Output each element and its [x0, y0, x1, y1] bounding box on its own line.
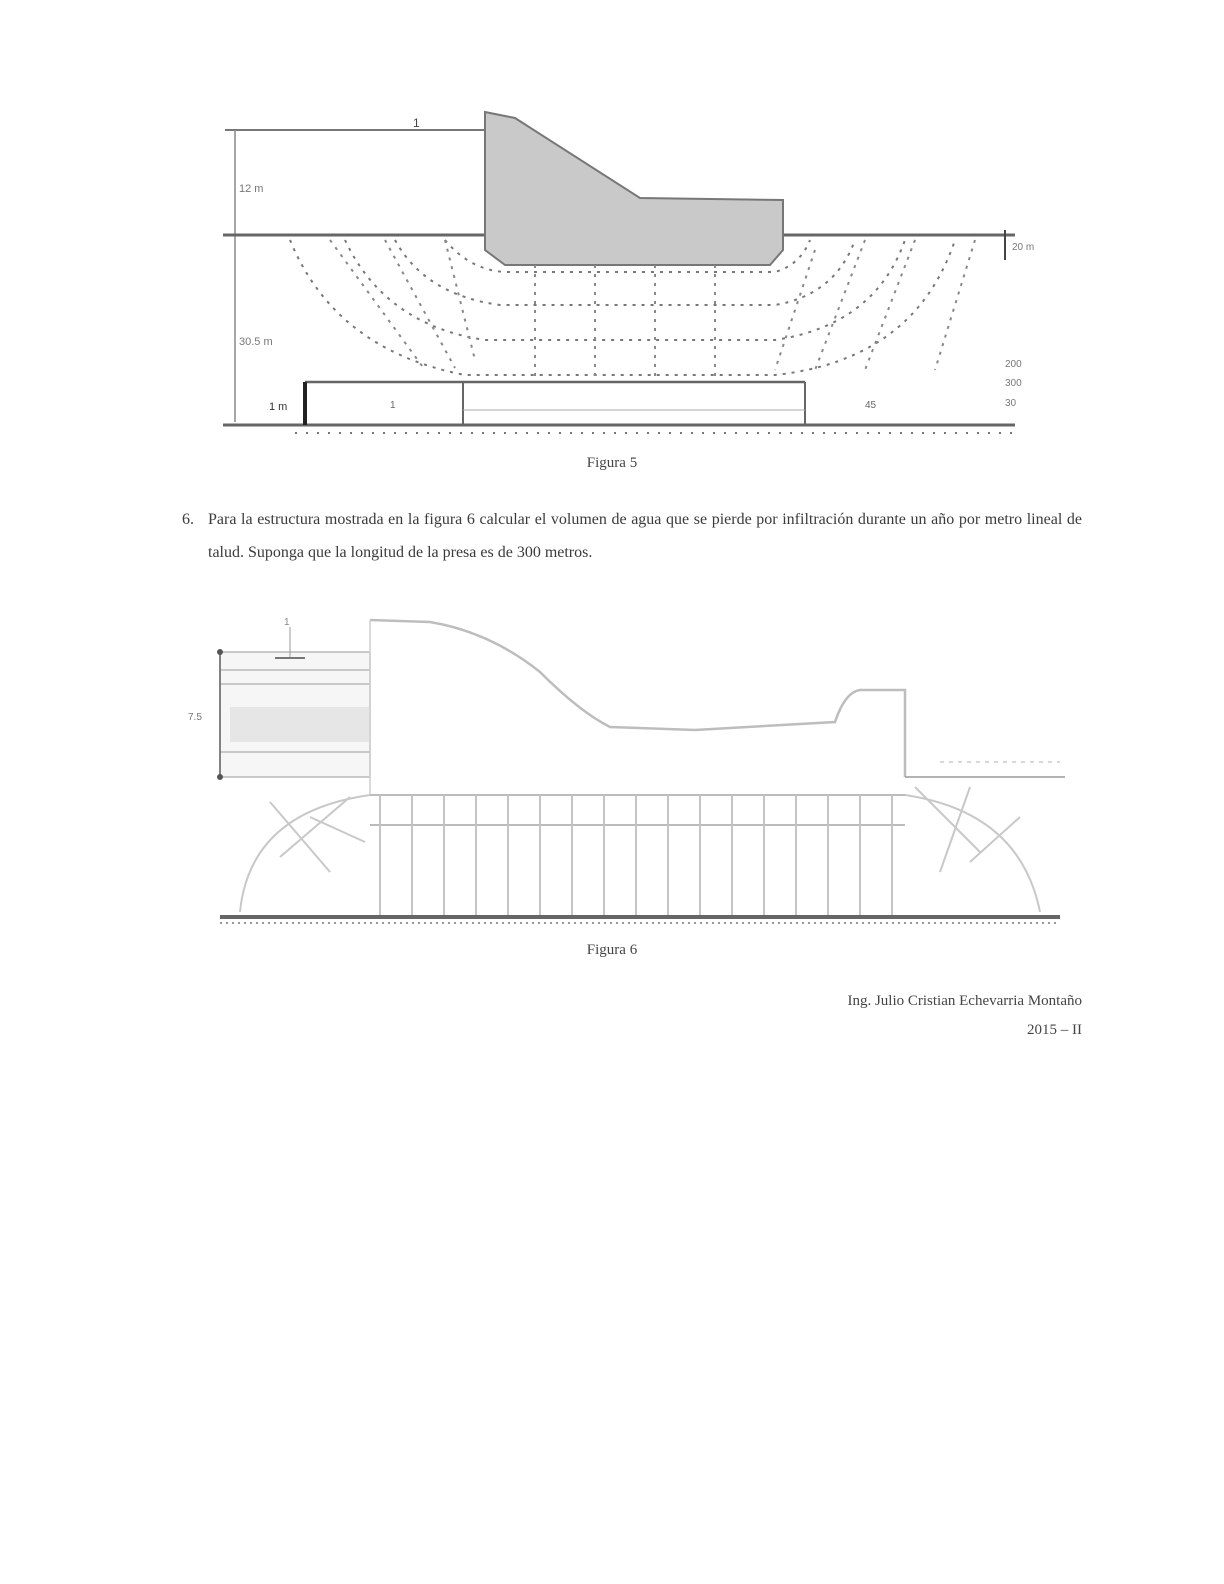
fig5-left-upper-label: 12 m	[239, 183, 264, 195]
semester: 2015 – II	[1027, 1022, 1082, 1038]
figure-6-diagram	[180, 612, 1065, 932]
fig5-phi-right-label: 45	[865, 400, 877, 411]
fig5-right-b1-label: 200	[1005, 359, 1022, 370]
author-name: Ing. Julio Cristian Echevarria Montaño	[847, 993, 1082, 1009]
fig5-right-b3-label: 30	[1005, 398, 1017, 409]
fig5-left-middle-label: 30.5 m	[239, 336, 273, 348]
figure-6-caption: Figura 6	[586, 942, 638, 958]
problem-number: 6.	[182, 511, 194, 528]
dam-body	[485, 112, 783, 265]
fig6-left-dim-label: 7.5	[188, 712, 202, 723]
figure-5-caption: Figura 5	[586, 455, 638, 471]
fig6-top-mark-label: 1	[284, 617, 290, 628]
problem-text: Para la estructura mostrada en la figura 6 calcular el volumen de agua que se pierde por infiltración durante un año por metro lineal de talud. Suponga que la longitud de la presa es de 300 metros.	[208, 511, 1082, 561]
problem-6	[182, 503, 1082, 569]
figure-5-diagram	[215, 100, 1055, 445]
fig5-right-b2-label: 300	[1005, 378, 1022, 389]
fig5-top-marker: 1	[413, 116, 420, 130]
fig5-right-top-label: 20 m	[1012, 242, 1035, 253]
fig5-phi-left-label: 1	[390, 400, 396, 411]
fig5-left-lower-label: 1 m	[269, 401, 288, 413]
